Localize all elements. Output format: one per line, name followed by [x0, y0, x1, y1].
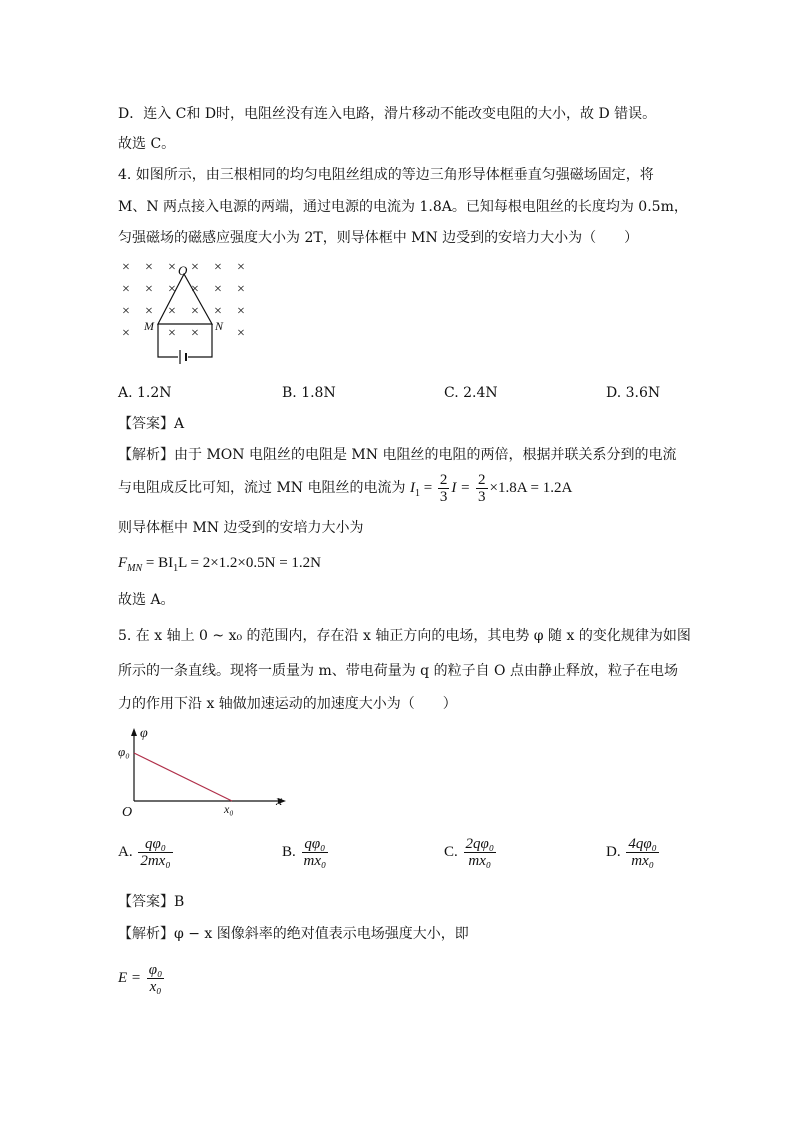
label-m: M: [144, 319, 154, 333]
x-axis-label: x: [276, 794, 283, 809]
y-axis-arrow: [131, 728, 137, 736]
cross: ×: [237, 304, 245, 319]
cross: ×: [122, 326, 130, 341]
cross: ×: [168, 260, 176, 275]
q3-option-d-text: D．连入 C和 D时，电阻丝没有连入电路，滑片移动不能改变电阻的大小，故 D 错误。: [118, 106, 657, 122]
q4-option-a[interactable]: A. 1.2N: [118, 385, 172, 401]
q5-analysis-line1: 【解析】φ − x 图像斜率的绝对值表示电场强度大小，即: [118, 926, 469, 942]
cross: ×: [145, 260, 153, 275]
cross: ×: [168, 304, 176, 319]
cross: ×: [191, 282, 199, 297]
y-tick-phi0: φ₀: [118, 744, 130, 759]
q4-choose: 故选 A。: [118, 592, 175, 608]
q4-stem-line2: M、N 两点接入电源的两端，通过电源的电流为 1.8A。已知每根电阻丝的长度均为 0.5m，: [118, 199, 688, 215]
q5-answer: [118, 892, 184, 912]
q4-analysis-line2: 与电阻成反比可知，流过 MN 电阻丝的电流为 $I_1$ = $\frac{2}{3}$ I = $\frac{2}{3}$ ×1.8A = 1.2A: [118, 472, 573, 506]
q5-option-d[interactable]: D. $\frac{\text{4qφ₀}}{\text{mx₀}}$: [606, 836, 657, 869]
label-o: O: [178, 263, 188, 278]
cross: ×: [122, 304, 130, 319]
q4-stem-line1: 4. 如图所示，由三根相同的均匀电阻丝组成的等边三角形导体框垂直匀强磁场固定，将: [118, 167, 654, 183]
cross: ×: [168, 282, 176, 297]
answer-tag: 【答案】: [118, 416, 174, 432]
q5-option-b[interactable]: B. $\frac{\text{qφ₀}}{\text{mx₀}}$: [282, 836, 327, 869]
origin-label: O: [122, 805, 133, 820]
cross: ×: [122, 260, 130, 275]
answer-value: A: [174, 416, 185, 432]
cross: ×: [191, 260, 199, 275]
q4-triangle-frame-figure: [116, 256, 256, 368]
q4-stem-line3: 匀强磁场的磁感应强度大小为 2T，则导体框中 MN 边受到的安培力大小为（ ）: [118, 230, 639, 246]
cross: ×: [237, 260, 245, 275]
q5-option-c[interactable]: C. $\frac{\text{2qφ₀}}{\text{mx₀}}$: [444, 836, 495, 869]
cross: ×: [145, 282, 153, 297]
q5-stem-line1: 5. 在 x 轴上 0 ~ x₀ 的范围内，存在沿 x 轴正方向的电场，其电势 φ 随 x 的变化规律为如图: [118, 628, 691, 644]
current-equation: $I_1$ = $\frac{2}{3}$ I = $\frac{2}{3}$ ×1.8A = 1.2A: [409, 472, 573, 506]
q5-potential-graph: [116, 724, 296, 820]
potential-line: [134, 753, 232, 801]
label-n: N: [215, 319, 224, 333]
cross: ×: [237, 282, 245, 297]
q5-stem-line3: 力的作用下沿 x 轴做加速运动的加速度大小为（ ）: [118, 696, 457, 712]
q4-analysis-line1: 【解析】由于 MON 电阻丝的电阻是 MN 电阻丝的电阻的两倍，根据并联关系分到的电流: [118, 447, 677, 463]
answer-value: B: [174, 894, 185, 910]
analysis-tag: 【解析】: [118, 447, 174, 463]
cross: ×: [168, 326, 176, 341]
cross: ×: [237, 326, 245, 341]
q3-choose: 故选 C。: [118, 136, 176, 152]
q4-option-d[interactable]: D. 3.6N: [606, 385, 661, 401]
y-axis-label: φ: [140, 726, 148, 741]
x-tick-x0: x₀: [224, 802, 234, 816]
answer-tag: 【答案】: [118, 894, 174, 910]
cross: ×: [214, 260, 222, 275]
q5-option-a[interactable]: A. $\frac{\text{qφ₀}}{\text{2mx₀}}$: [118, 836, 171, 869]
q4-analysis-line3: 则导体框中 MN 边受到的安培力大小为: [118, 520, 364, 536]
cross: ×: [191, 326, 199, 341]
cross: ×: [145, 304, 153, 319]
triangle-frame: [158, 274, 212, 324]
q4-answer: [118, 414, 184, 434]
q4-option-b[interactable]: B. 1.8N: [282, 385, 336, 401]
cross: ×: [214, 304, 222, 319]
cross: ×: [122, 282, 130, 297]
q4-option-c[interactable]: C. 2.4N: [444, 385, 498, 401]
analysis-tag: 【解析】: [118, 926, 174, 942]
q5-field-formula: E = $\frac{\text{φ₀}}{\text{x₀}}$: [118, 962, 163, 996]
q4-force-formula: $F_{MN} = BI_1L = 2\times 1.2\times 0.5N = 1.2N$: [118, 555, 321, 574]
q5-stem-line2: 所示的一条直线。现将一质量为 m、带电荷量为 q 的粒子自 O 点由静止释放，粒子在电场: [118, 663, 678, 679]
cross: ×: [191, 304, 199, 319]
cross: ×: [214, 282, 222, 297]
